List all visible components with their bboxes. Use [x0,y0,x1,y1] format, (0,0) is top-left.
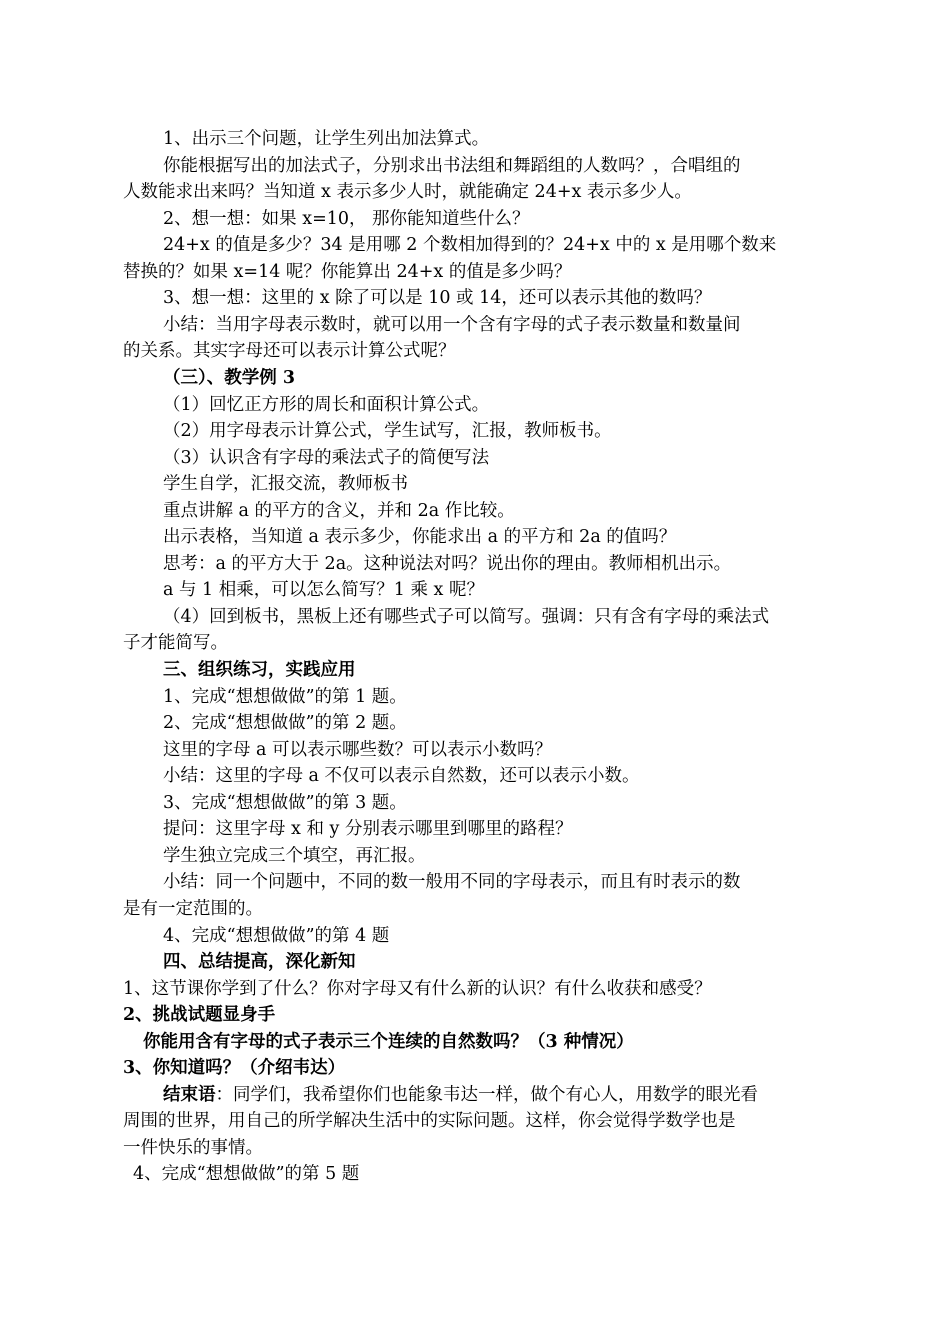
paragraph-line: 2、想一想：如果 x=10， 那你能知道些什么？ [163,209,530,229]
paragraph-line: 3、想一想：这里的 x 除了可以是 10 或 14，还可以表示其他的数吗？ [163,288,712,308]
paragraph-line: 学生自学，汇报交流，教师板书 [163,474,408,494]
section-heading: （三）、教学例 3 [163,368,296,388]
paragraph-line: 替换的？如果 x=14 呢？你能算出 24+x 的值是多少吗？ [123,262,572,282]
paragraph-line: 子才能简写。 [123,633,228,653]
paragraph-line: 你能用含有字母的式子表示三个连续的自然数吗？（3 种情况） [143,1032,634,1052]
paragraph-line: 思考：a 的平方大于 2a。这种说法对吗？说出你的理由。教师相机出示。 [163,554,732,574]
paragraph-line: （4）回到板书，黑板上还有哪些式子可以简写。强调：只有含有字母的乘法式 [163,607,770,627]
closing-text: ：同学们，我希望你们也能象韦达一样，做个有心人，用数学的眼光看 [215,1085,758,1105]
section-heading: 2、挑战试题显身手 [123,1005,276,1025]
paragraph-line [163,1082,758,1108]
paragraph-line: 提问：这里字母 x 和 y 分别表示哪里到哪里的路程？ [163,819,573,839]
paragraph-line: 4、完成“想想做做”的第 5 题 [133,1164,360,1184]
paragraph-line: （1）回忆正方形的周长和面积计算公式。 [163,395,490,415]
paragraph-line: （3）认识含有字母的乘法式子的简便写法 [163,448,490,468]
paragraph-line: 一件快乐的事情。 [123,1138,263,1158]
paragraph-line: a 与 1 相乘，可以怎么简写？1 乘 x 呢？ [163,580,484,600]
paragraph-line: （2）用字母表示计算公式，学生试写，汇报，教师板书。 [163,421,612,441]
paragraph-line: 1、这节课你学到了什么？你对字母又有什么新的认识？有什么收获和感受？ [123,979,712,999]
paragraph-line: 1、完成“想想做做”的第 1 题。 [163,687,407,707]
paragraph-line: 小结：这里的字母 a 不仅可以表示自然数，还可以表示小数。 [163,766,640,786]
paragraph-line: 是有一定范围的。 [123,899,263,919]
paragraph-line: 人数能求出来吗？当知道 x 表示多少人时，就能确定 24+x 表示多少人。 [123,182,692,202]
section-heading: 四、总结提高，深化新知 [163,952,356,972]
paragraph-line: 出示表格，当知道 a 表示多少，你能求出 a 的平方和 2a 的值吗？ [163,527,677,547]
section-heading: 3、你知道吗？（介绍韦达） [123,1058,346,1078]
section-heading: 三、组织练习，实践应用 [163,660,356,680]
paragraph-line: 小结：同一个问题中，不同的数一般用不同的字母表示，而且有时表示的数 [163,872,741,892]
paragraph-line: 这里的字母 a 可以表示哪些数？可以表示小数吗？ [163,740,553,760]
paragraph-line: 周围的世界，用自己的所学解决生活中的实际问题。这样，你会觉得学数学也是 [123,1111,736,1131]
paragraph-line: 3、完成“想想做做”的第 3 题。 [163,793,407,813]
paragraph-line: 2、完成“想想做做”的第 2 题。 [163,713,407,733]
paragraph-line: 的关系。其实字母还可以表示计算公式呢？ [123,341,456,361]
paragraph-line: 你能根据写出的加法式子，分别求出书法组和舞蹈组的人数吗？，合唱组的 [163,156,741,176]
closing-label: 结束语 [163,1085,216,1105]
paragraph-line: 1、出示三个问题，让学生列出加法算式。 [163,129,490,149]
paragraph-line: 重点讲解 a 的平方的含义，并和 2a 作比较。 [163,501,515,521]
paragraph-line: 24+x 的值是多少？34 是用哪 2 个数相加得到的？24+x 中的 x 是用哪个数来 [163,235,777,255]
paragraph-line: 4、完成“想想做做”的第 4 题 [163,926,390,946]
paragraph-line: 学生独立完成三个填空，再汇报。 [163,846,426,866]
paragraph-line: 小结：当用字母表示数时，就可以用一个含有字母的式子表示数量和数量间 [163,315,741,335]
